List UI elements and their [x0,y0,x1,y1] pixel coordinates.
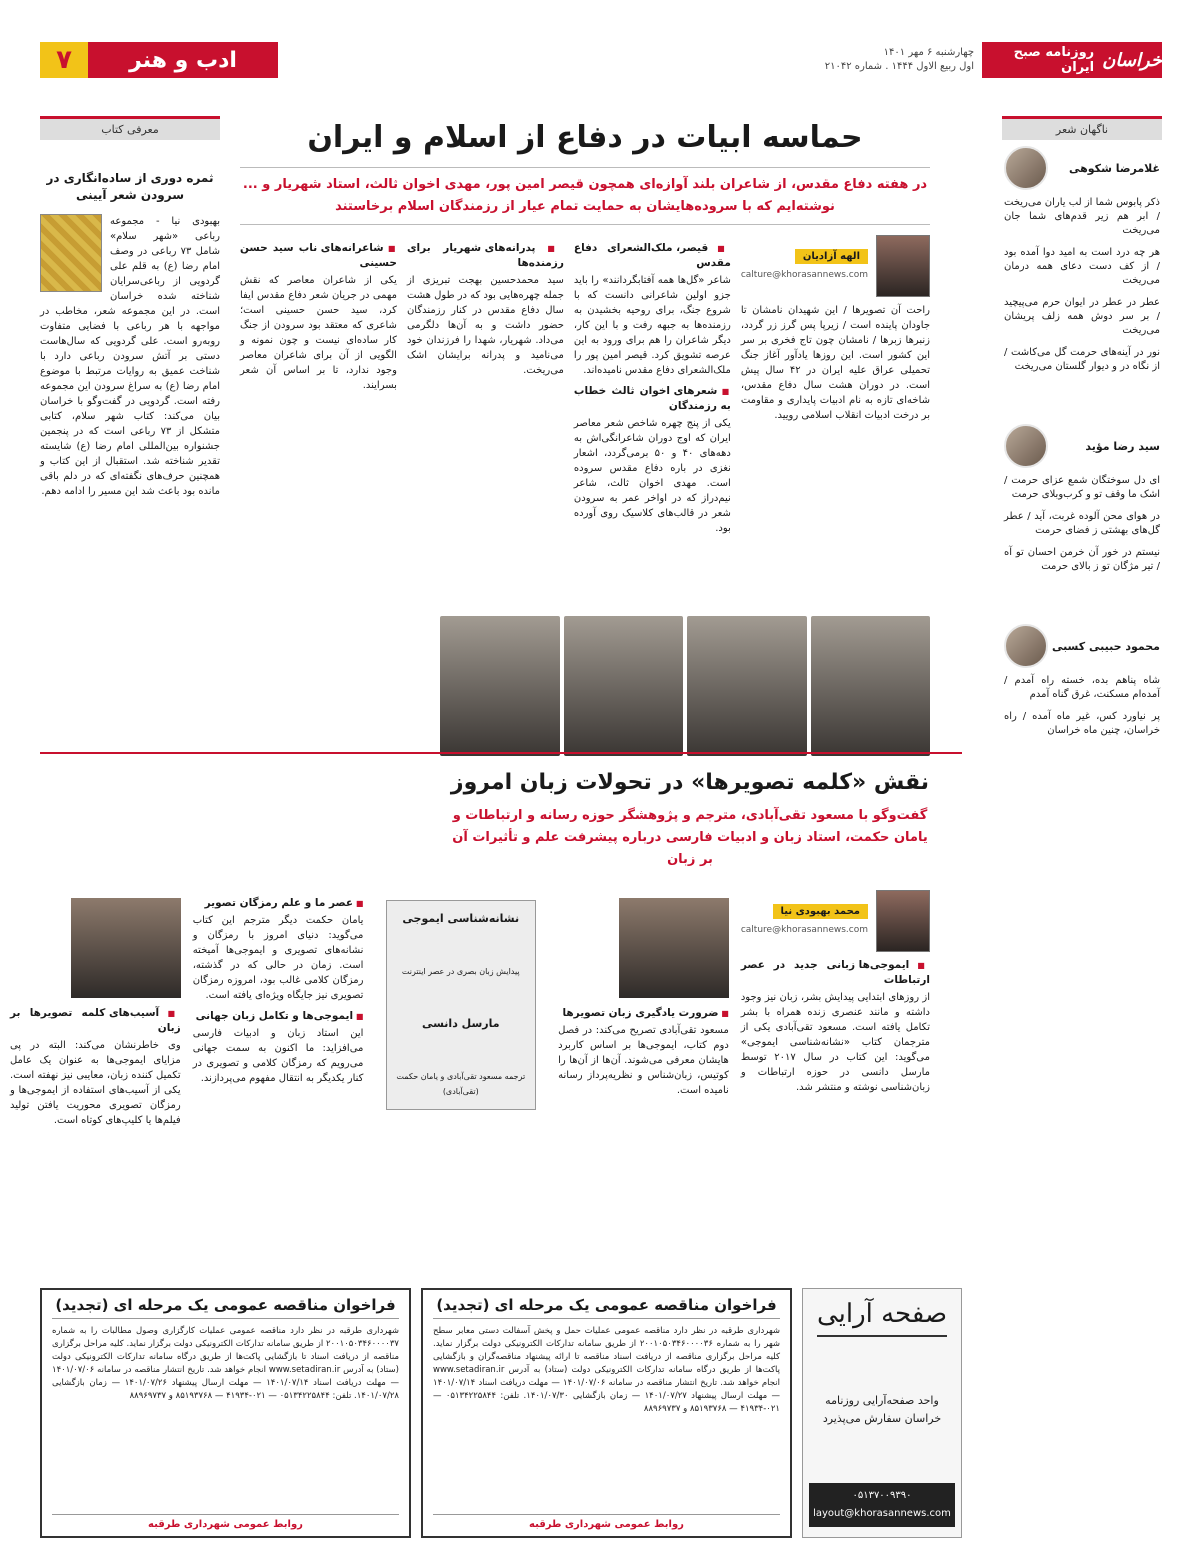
date-secondary: اول ربیع الاول ۱۴۴۴ . شماره ۲۱۰۴۲ [824,61,974,72]
poet-name-row [1004,624,1160,668]
poet-portrait-photo [687,616,807,756]
feature-column [10,890,181,1128]
poet-avatar [1004,146,1048,190]
poet-block [1002,140,1162,388]
poet-portrait-photo [564,616,684,756]
verse: پر نیاورد کس، غیر ماه آمده / راه خراسان، چنین ماه خراسان [1004,711,1160,736]
lead-intro: راحت آن تصویرها / این شهیدان نامشان تا جاودان پاینده است / زیرپا پس گرز زر گردد، زنبرها زبرها / نامشان چون تاج فخری بر سر این کشور است. این روزها یادآور آغاز جنگ تحمیلی عراق علیه ایران در ۴۲ سال پیش است. در دوران هشت سال دفاع مقدس، شاخه‌ای تازه به نام ادبیات پایداری و مقاومت بر درخت ادبیات انقلاب اسلامی رویید. [740,305,930,421]
feature-headline[interactable]: نقش «کلمه تصویرها» در تحولات زبان امروز [450,770,930,795]
brand-logo: خراسان [1102,49,1162,71]
verse: عطر در عطر در ایوان حرم می‌پیچید / بر سر دوش همه زلف پریشان می‌ریخت [1004,297,1160,336]
feature-text-columns [10,890,930,1128]
date-line [762,42,982,78]
poet-portrait-photo [811,616,931,756]
promo-contact [809,1483,955,1527]
verse: نور در آینه‌های حرمت گل می‌کاشت / از نگاه در و دیوار گلستان می‌ریخت [1004,347,1160,372]
author-photo [876,235,930,297]
lead-article [240,116,930,746]
promo-email[interactable]: layout@khorasannews.com [813,1508,951,1519]
promo-phone[interactable]: ۰۵۱۳۷۰۰۹۳۹۰ [852,1490,912,1501]
feature-paragraph: این استاد زبان و ادبیات فارسی می‌افزاید: ما اکنون به سمت جهانی می‌رویم که رمزگان کلامی و تصویری در کنار یکدیگر به انتقال مفهوم می‌پردازند. [192,1028,364,1084]
interviewee-photo [619,898,729,998]
book-cover-image [40,214,102,292]
verse: نیستم در خور آن خرمن احسان تو آه / تیر مژگان تو ز بالای حرمت [1004,547,1160,572]
lead-paragraph: یکی از شاعران معاصر که نقش مهمی در جریان شعر دفاع مقدس ایفا کرد، سید حسن حسینی است؛ شاعری که معتقد بود سرودن از جنگ کار ساده‌ای نیست و چون نمونه و الگویی از آن برای شاعران معاصر وجود ندارد، تا بر اساس آن شعر بسرایند. [239,275,397,391]
tender-body: شهرداری طرقبه در نظر دارد مناقصه عمومی عملیات حمل و پخش آسفالت دستی معابر سطح شهر را به شماره ۲۰۰۱۰۵۰۳۴۶۰۰۰۰۳۶ از طریق سامانه تدارکات الکترونیکی دولت برگزار نماید. کلیه مراحل برگزاری مناقصه از دریافت اسناد مناقصه تا ارائه پیشنهاد مناقصه‌گران و بازگشایی پاکت‌ها از طریق درگاه سامانه تدارکات الکترونیکی دولت (ستاد) به آدرس www.setadiran.ir انجام خواهد شد. تاریخ انتشار مناقصه در سامانه ۱۴۰۱/۰۷/۰۶ — مهلت دریافت اسناد ۱۴۰۱/۰۷/۱۴ — مهلت ارسال پیشنهاد ۱۴۰۱/۰۷/۲۷ — زمان بازگشایی ۱۴۰۱/۰۷/۳۰. تلفن: ۰۵۱۳۴۲۲۵۸۴۴ — ۰۲۱-۴۱۹۳۴ — ۸۵۱۹۳۷۶۸ و ۸۸۹۶۹۷۳۷ [433,1326,781,1414]
poets-photo-strip [440,616,930,756]
tender-title: فراخوان مناقصه عمومی یک مرحله ای (تجدید) [433,1296,780,1319]
author-name: محمد بهبودی نیا [773,904,868,919]
lead-subtitle: در هفته دفاع مقدس، از شاعران بلند آوازه‌ای همچون قیصر امین پور، مهدی اخوان ثالث، استاد شهریار و ... نوشته‌ایم که با سروده‌هایشان به حمایت تمام عیار از رزمندگان اسلام برخاستند [242,177,928,214]
tender-notice [40,1288,411,1538]
poet-avatar [1004,424,1048,468]
author-meta [741,904,868,938]
brand-block[interactable] [982,42,1162,78]
verse: هر چه درد است به امید دوا آمده بود / از کف دست دعای همه درمان می‌ریخت [1004,247,1160,286]
lead-paragraph: شاعر «گل‌ها همه آفتابگردانند» را باید جزو اولین شاعرانی دانست که با شروع جنگ، برای روحیه بخشیدن به رزمنده‌ها به جبهه رفت و با این کار، دیگر شاعران را هم برای ورود به این عرصه تشویق کرد. قیصر امین پور را ملک‌الشعرای دفاع مقدس نامیده‌اند. [573,275,731,376]
date-primary: چهارشنبه ۶ مهر ۱۴۰۱ [883,47,974,58]
brand-tagline: روزنامه صبح ایران [1013,45,1095,75]
feature-column [558,890,729,1128]
lead-paragraph: یکی از پنج چهره شاخص شعر معاصر ایران که اوج دوران شاعرانگی‌اش به دهه‌های ۴۰ و ۵۰ برمی‌گردد، اشعار نغزی در باره دفاع مقدس سروده است. مهدی اخوان ثالث، شاعر نیم‌دراز که در اواخر عمر به سرودن شعر در قالب‌های کلاسیک روی آورده بود. [573,418,731,534]
author-email[interactable]: calture@khorasannews.com [740,925,868,935]
lead-column [741,235,930,536]
poet-name: محمود حبیبی کسبی [1051,639,1160,653]
feature-subhead: ■ عصر ما و علم رمزگان تصویر [193,896,364,911]
tender-footer: روابط عمومی شهرداری طرقبه [433,1514,780,1530]
masthead [40,42,1162,78]
author-meta [741,249,868,283]
feature-paragraph: مسعود تقی‌آبادی تصریح می‌کند: در فصل دوم کتاب، ایموجی‌ها بر اساس کاربرد هایشان معرفی می‌شوند. آن‌ها از آن‌ها را کوتیس، زبان‌شناس و نظریه‌پرداز رسانه نامیده است. [558,1025,729,1096]
lead-column [574,235,731,536]
lead-subhead: ■ قیصر، ملک‌الشعرای دفاع مقدس [574,241,731,271]
feature-subhead: ■ آسیب‌های کلمه تصویرها بر زبان [10,1006,181,1036]
lead-column [240,235,397,536]
poet-block [1002,618,1162,752]
book-jacket-author: مارسل دانسی [421,1017,500,1031]
feature-paragraph: وی خاطرنشان می‌کند: البته در پی مزایای ایموجی‌ها به عنوان یک عامل تکمیل کننده زبان، معایبی نیز نهفته است. یکی از آسیب‌های استفاده از ایموجی‌ها و رمزگان تصویری محوریت یافتن تولید فیلم‌ها یا کلیپ‌های کوتاه است. [9,1040,181,1126]
verse: ای دل سوختگان شمع عزای حرمت / اشک ما وقف تو و کرب‌وبلای حرمت [1004,475,1160,500]
feature-subhead: ■ ایموجی‌ها و تکامل زبان جهانی [193,1009,364,1024]
lead-subtitle-box [240,167,930,225]
book-review-column [40,116,220,736]
feature-subhead: ■ ضرورت یادگیری زبان تصویرها [558,1006,729,1021]
author-email[interactable]: calture@khorasannews.com [740,270,868,280]
feature-paragraph: از روزهای ابتدایی پیدایش بشر، زبان نیز وجود داشته و مانند عنصری زنده همراه با بشر تکامل یافته است. مسعود تقی‌آبادی یکی از مترجمان کتاب «نشانه‌شناسی ایموجی» می‌گوید: این کتاب در سال ۲۰۱۷ توسط مارسل دانسی در حوزه ارتباطات و زبان‌شناسی نوشته و منتشر شد. [740,992,931,1093]
book-review-head: معرفی کتاب [40,116,220,140]
poet-block [1002,418,1162,588]
lead-text-columns [240,235,930,536]
page-number: ۷ [40,42,88,78]
layout-promo[interactable] [802,1288,962,1538]
poet-avatar [1004,624,1048,668]
verse: شاه پناهم بده، خسته راه آمدم / آمده‌ام مسکنت، غرق گناه آمدم [1004,675,1160,700]
poet-portrait-photo [440,616,560,756]
author-name: الهه آزادیان [795,249,868,264]
promo-text: واحد صفحه‌آرایی روزنامه خراسان سفارش می‌پذیرد [822,1394,942,1425]
book-review-body: بهبودی نیا - مجموعه رباعی «شهر سلام» شامل ۷۳ رباعی در وصف امام رضا (ع) به قلم علی گردویی از رباعی‌سرایان شناخته شده خراسان است. در این مجموعه شعر، مخاطب در مواجهه با هر رباعی با فضایی متفاوت روبه‌رو است. علی گردویی که سال‌هاست دستی بر آتش سرودن رباعی دارد با شناخت عمیق به روایات مرتبط با موضوع امام رضا (ع) به سراغ سرودن این مجموعه رفته است. گردویی در گفت‌وگو با خراسان بیان می‌کند: کتاب شهر سلام، کتابی متشکل از ۷۳ رباعی است که در پنجمین جشنواره بین‌المللی امام رضا (ع) شایسته تقدیر شناخته شد. استقبال از این کتاب و همچنین حرف‌های نگفته‌ای که در دلم باقی مانده بود باعث شد این مسیر را ادامه دهم. [40,216,220,497]
section-divider [40,752,962,754]
feature-paragraph: یامان حکمت دیگر مترجم این کتاب می‌گوید: دنیای امروز با رمزگان و نشانه‌های تصویری و ایموجی‌ها آمیخته است. زمان در حالی که در گذشته، رمزگان کلامی غالب بود، امروزه رمزگان تصویری نیز جایگاه ویژه‌ای یافته است. [192,915,364,1001]
book-review-title: ثمره دوری از ساده‌انگاری در سرودن شعر آیینی [46,171,214,202]
feature-column [193,890,364,1128]
section-title: ادب و هنر [88,42,278,78]
verse: در هوای محن آلوده غربت، آید / عطر گل‌های بهشتی ز فضای حرمت [1004,511,1160,536]
feature-subhead: ■ ایموجی‌ها زبانی جدید در عصر ارتباطات [741,958,930,988]
interviewee-photo [71,898,181,998]
author-photo [876,890,930,952]
lead-headline[interactable]: حماسه ابیات در دفاع از اسلام و ایران [307,120,863,155]
feature-column [375,890,546,1128]
book-jacket-title: نشانه‌شناسی ایموجی [402,912,520,925]
verse: ذکر پابوس شما از لب یاران می‌ریخت / ابر هم زیر قدم‌های شما جان می‌ریخت [1004,197,1160,236]
poet-name: سید رضا مؤید [1085,439,1160,453]
lead-column [407,235,564,536]
author-box [741,890,930,952]
author-box [741,235,930,297]
poet-name: غلامرضا شکوهی [1069,161,1160,175]
book-jacket-subtitle: پیدایش زبان بصری در عصر اینترنت [401,966,520,976]
poet-name-row [1004,146,1160,190]
tender-footer: روابط عمومی شهرداری طرقبه [52,1514,399,1530]
poetry-sidebar-head: ناگهان شعر [1002,116,1162,140]
tender-title: فراخوان مناقصه عمومی یک مرحله ای (تجدید) [52,1296,399,1319]
lead-subhead: ■ شعرهای اخوان ثالث خطاب به رزمندگان [574,384,731,414]
advertisements [40,1288,962,1538]
lead-paragraph: سید محمدحسین بهجت تبریزی از جمله چهره‌هایی بود که در طول هشت سال دفاع مقدس در کنار رزمندگان حضور داشت و به آن‌ها دلگرمی می‌داد. شهریار، شهدا را فرزندان خود می‌نامید و پدرانه برایشان اشک می‌ریخت. [406,275,564,376]
tender-notice [421,1288,792,1538]
poet-name-row [1004,424,1160,468]
lead-subhead: ■ شاعرانه‌های ناب سید حسن حسینی [240,241,397,271]
poetry-sidebar [1002,116,1162,1539]
feature-article [10,770,930,1270]
feature-column [741,890,930,1128]
lead-subhead: ■ پدرانه‌های شهریار برای رزمنده‌ها [407,241,564,271]
promo-title: صفحه آرایی [817,1299,947,1337]
book-jacket-translator: ترجمه مسعود تقی‌آبادی و یامان حکمت (تقی‌آبادی) [396,1071,526,1096]
book-jacket [386,900,536,1110]
tender-body: شهرداری طرقبه در نظر دارد مناقصه عمومی عملیات کارگزاری وصول مطالبات را به شماره ۲۰۰۱۰۵۰۳۴۶۰۰۰۰۳۷ از طریق سامانه تدارکات الکترونیکی دولت برگزار نماید. کلیه مراحل برگزاری مناقصه از دریافت اسناد تا بازگشایی پاکت‌ها از طریق درگاه سامانه تدارکات الکترونیکی دولت (ستاد) به آدرس www.setadiran.ir انجام خواهد شد. تاریخ انتشار مناقصه در سامانه ۱۴۰۱/۰۷/۰۶ — مهلت دریافت اسناد ۱۴۰۱/۰۷/۱۴ — مهلت ارسال پیشنهاد ۱۴۰۱/۰۷/۲۶ — زمان بازگشایی ۱۴۰۱/۰۷/۲۸. تلفن: ۰۵۱۳۴۲۲۵۸۴۴ — ۰۲۱-۴۱۹۳۴ — ۸۵۱۹۳۷۶۸ و ۸۸۹۶۹۷۳۷ [52,1326,399,1401]
masthead-spacer [278,42,762,78]
feature-subtitle: گفت‌وگو با مسعود تقی‌آبادی، مترجم و پژوهشگر حوزه رسانه و ارتباطات و یامان حکمت، استاد زبان و ادبیات فارسی درباره پیشرفت علم و تأثیرات آن بر زبان [452,808,928,867]
